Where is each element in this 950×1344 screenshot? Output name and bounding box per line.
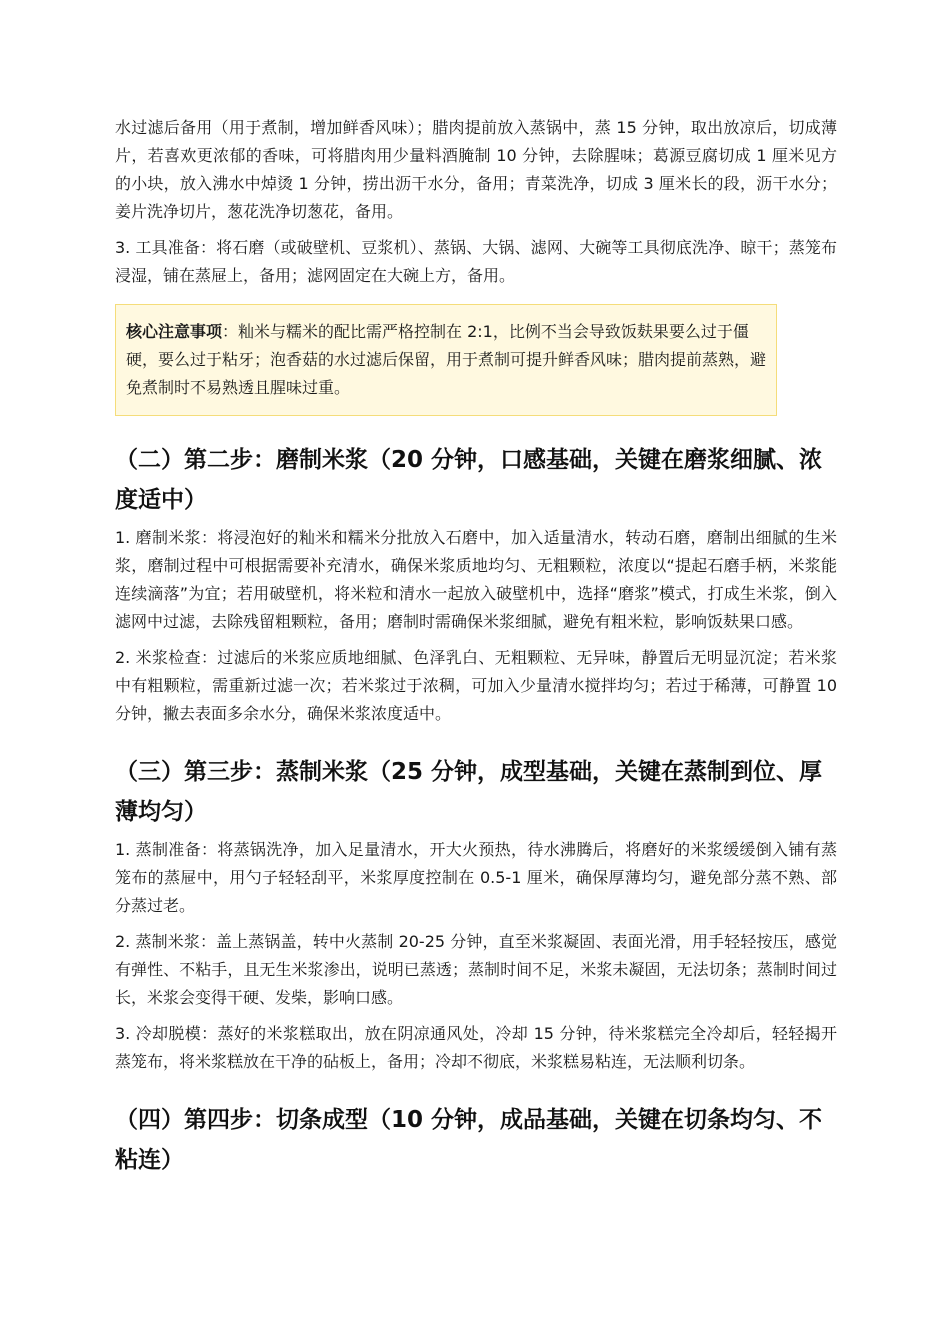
heading-step-three: （三）第三步：蒸制米浆（25 分钟，成型基础，关键在蒸制到位、厚薄均匀） — [115, 759, 823, 825]
paragraph-grind-rice-paste: 1. 磨制米浆：将浸泡好的籼米和糯米分批放入石磨中，加入适量清水，转动石磨，磨制出细腻的生米浆，磨制过程中可根据需要补充清水，确保米浆质地均匀、无粗颗粒，浓度以“提起石磨手柄，米浆能连续滴落”为宜；若用破壁机，将米粒和清水一起放入破壁机中，选择“磨浆”模式，打成生米浆，倒入滤网中过滤，去除残留粗颗粒，备用；磨制时需确保米浆细腻，避免有粗米粒，影响饭麸果口感。 — [115, 528, 837, 631]
key-notes-text: ：籼米与糯米的配比需严格控制在 2:1，比例不当会导致饭麸果要么过于僵硬，要么过于粘牙；泡香菇的水过滤后保留，用于煮制可提升鲜香风味；腊肉提前蒸熟，避免煮制时不易熟透且腥味过重。 — [126, 322, 767, 397]
paragraph-steam-paste: 2. 蒸制米浆：盖上蒸锅盖，转中火蒸制 20-25 分钟，直至米浆凝固、表面光滑，用手轻轻按压，感觉有弹性、不粘手，且无生米浆渗出，说明已蒸透；蒸制时间不足，米浆未凝固，无法切条；蒸制时间过长，米浆会变得干硬、发柴，影响口感。 — [115, 932, 837, 1007]
document-page — [115, 114, 837, 1184]
paragraph-ingredients-continued: 水过滤后备用（用于煮制，增加鲜香风味）；腊肉提前放入蒸锅中，蒸 15 分钟，取出放凉后，切成薄片，若喜欢更浓郁的香味，可将腊肉用少量料酒腌制 10 分钟，去除腥味；葛源豆腐切成 1 厘米见方的小块，放入沸水中焯烫 1 分钟，捞出沥干水分，备用；青菜洗净，切成 3 厘米长的段，沥干水分；姜片洗净切片，葱花洗净切葱花，备用。 — [115, 118, 837, 221]
paragraph-tool-preparation: 3. 工具准备：将石磨（或破壁机、豆浆机）、蒸锅、大锅、滤网、大碗等工具彻底洗净、晾干；蒸笼布浸湿，铺在蒸屉上，备用；滤网固定在大碗上方，备用。 — [115, 238, 837, 285]
paragraph-paste-check: 2. 米浆检查：过滤后的米浆应质地细腻、色泽乳白、无粗颗粒、无异味，静置后无明显沉淀；若米浆中有粗颗粒，需重新过滤一次；若米浆过于浓稠，可加入少量清水搅拌均匀；若过于稀薄，可静置 10 分钟，撇去表面多余水分，确保米浆浓度适中。 — [115, 648, 837, 723]
paragraph-steam-preparation: 1. 蒸制准备：将蒸锅洗净，加入足量清水，开大火预热，待水沸腾后，将磨好的米浆缓缓倒入铺有蒸笼布的蒸屉中，用勺子轻轻刮平，米浆厚度控制在 0.5-1 厘米，确保厚薄均匀，避免部分蒸不熟、部分蒸过老。 — [115, 840, 837, 915]
key-notes-box — [115, 304, 777, 416]
heading-step-two: （二）第二步：磨制米浆（20 分钟，口感基础，关键在磨浆细腻、浓度适中） — [115, 447, 823, 513]
paragraph-cool-demold: 3. 冷却脱模：蒸好的米浆糕取出，放在阴凉通风处，冷却 15 分钟，待米浆糕完全冷却后，轻轻揭开蒸笼布，将米浆糕放在干净的砧板上，备用；冷却不彻底，米浆糕易粘连，无法顺利切条。 — [115, 1024, 837, 1071]
key-notes-label: 核心注意事项 — [126, 322, 223, 341]
heading-step-four: （四）第四步：切条成型（10 分钟，成品基础，关键在切条均匀、不粘连） — [115, 1107, 823, 1173]
